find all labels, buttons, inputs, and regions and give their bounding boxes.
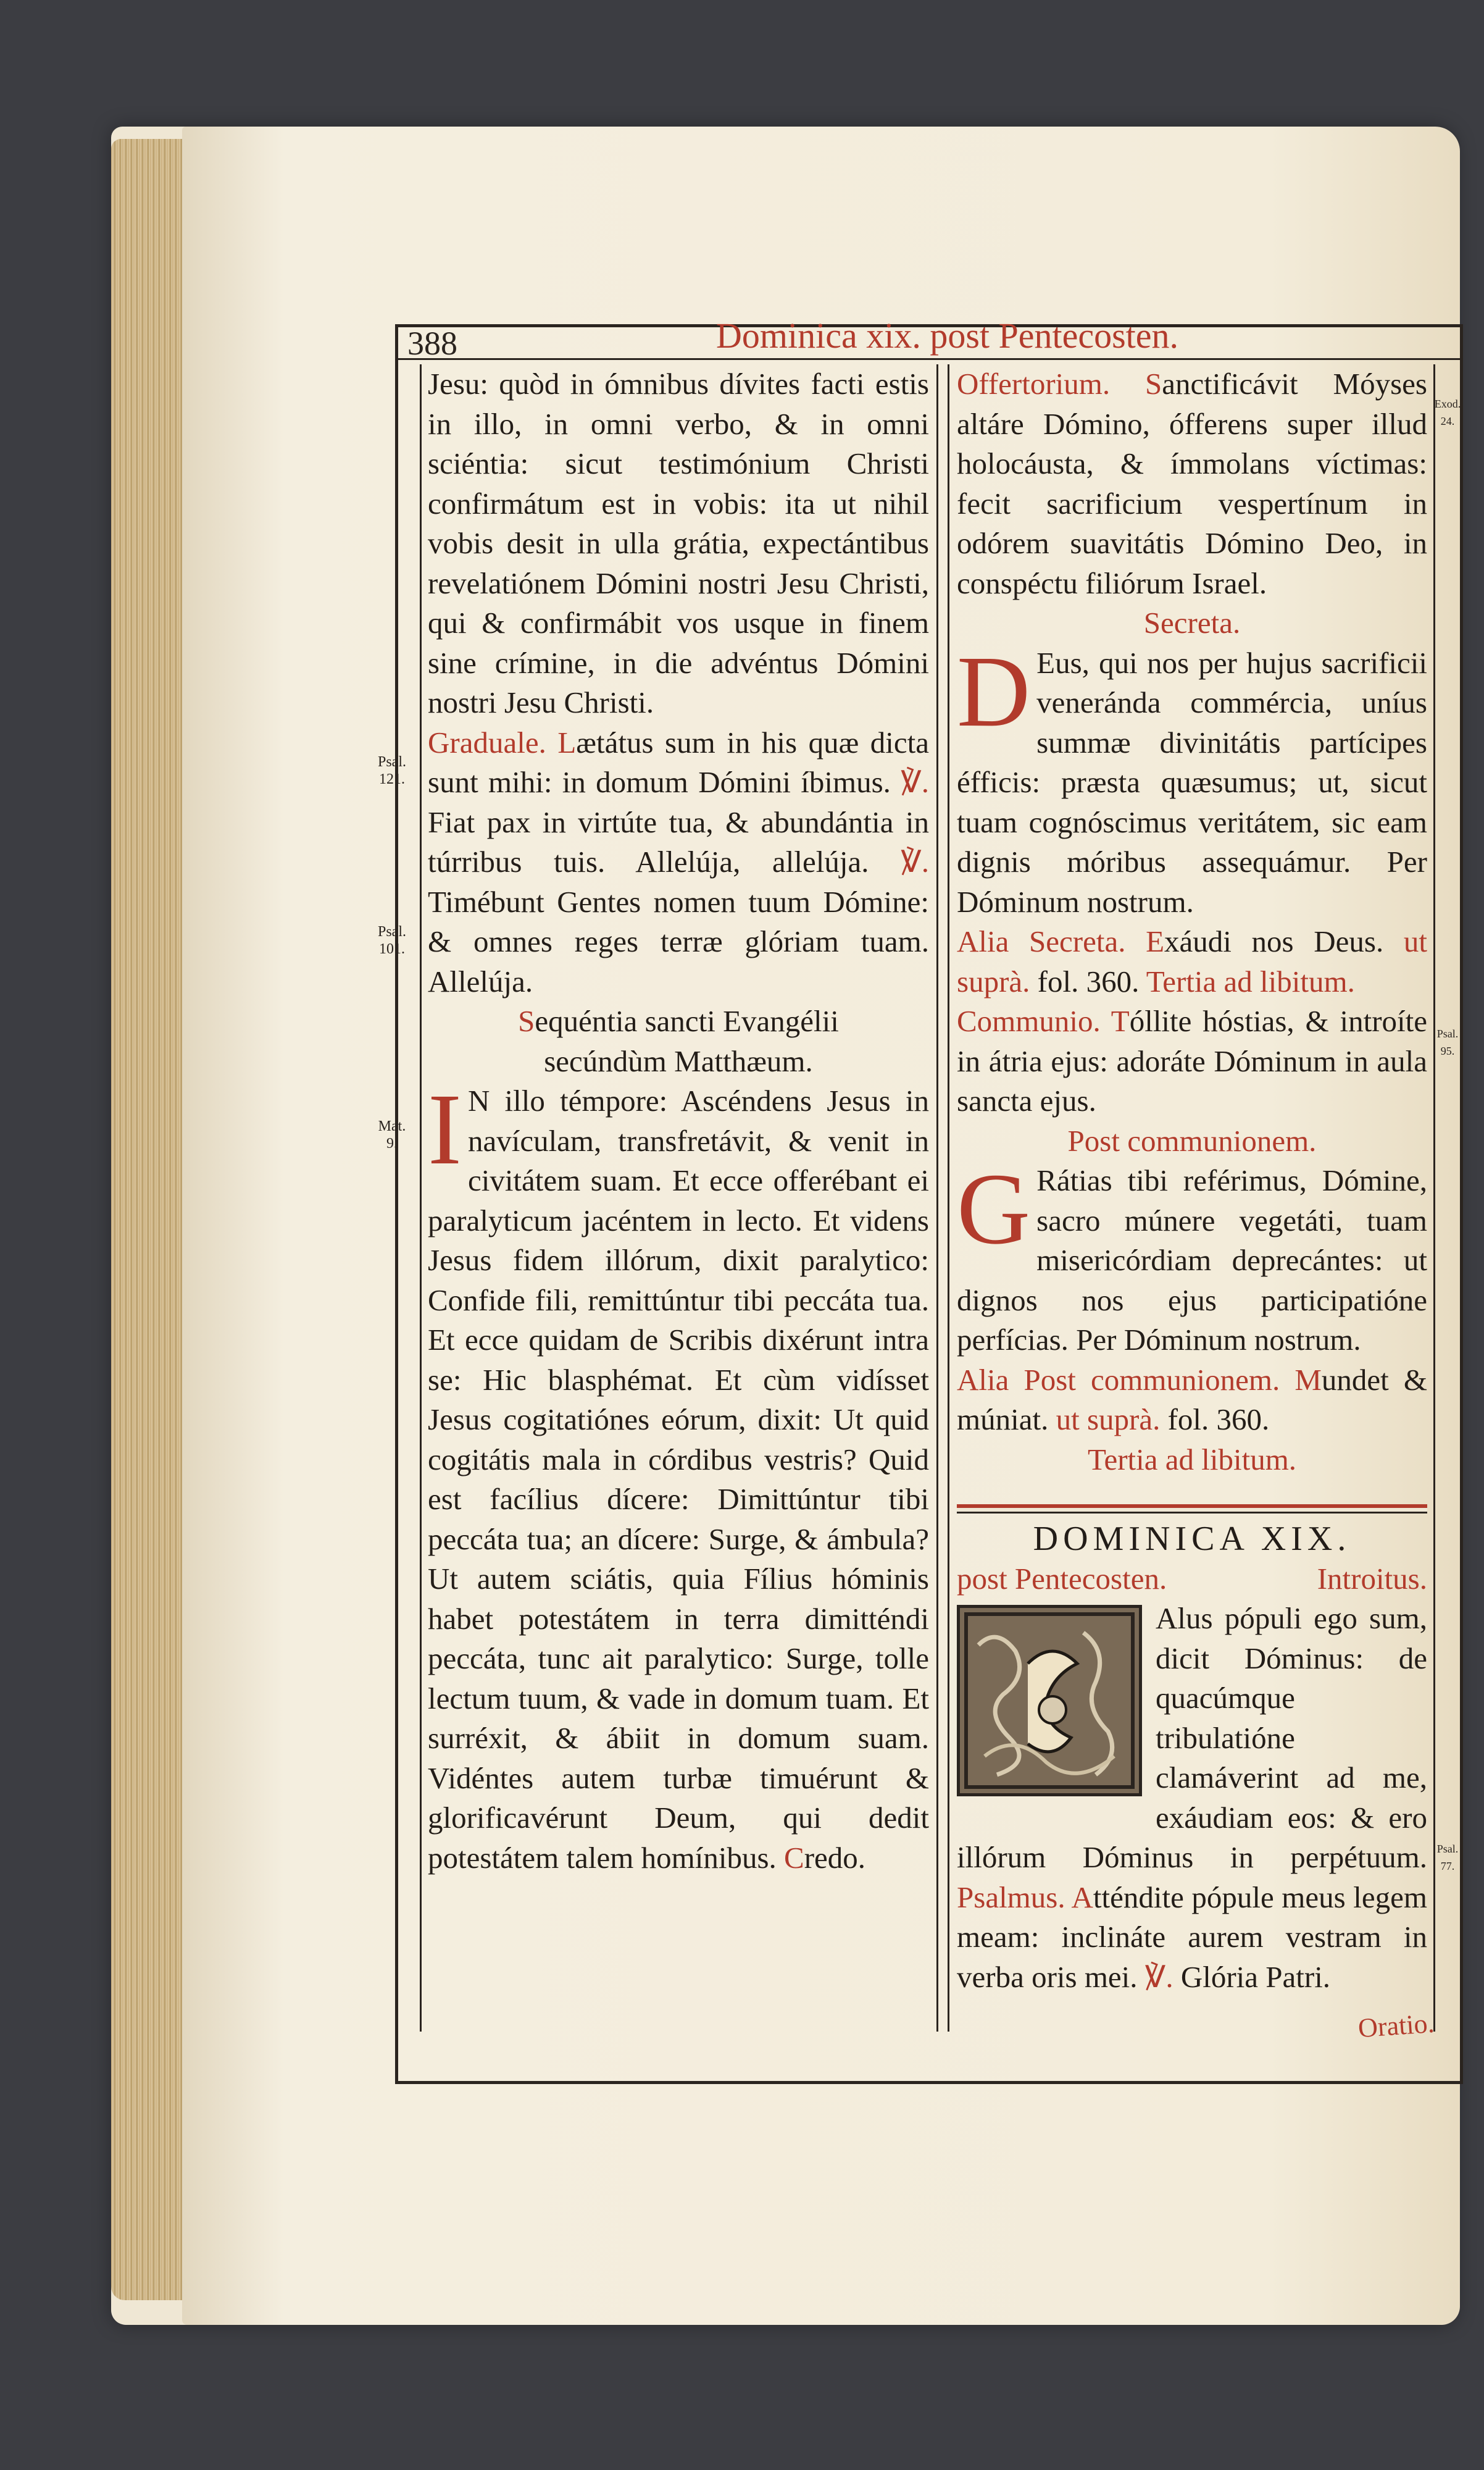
versicle-symbol: ℣.	[901, 765, 929, 799]
dominica-subtitle	[957, 1559, 1427, 1599]
psalmus-text: tténdite pópule meus legem meam: inclináte aurem vestram in verba oris mei.	[957, 1880, 1427, 1994]
margin-note-psal-77: Psal. 77.	[1436, 1843, 1459, 1872]
offertorium-text: anctificávit Móyses altáre Dómino, ófferens super illud holocáusta, & ímmolans víctimas: fecit sacrificium vespertínum in odórem suavitátis Dómino Deo, in conspéctu filiórum Israel.	[957, 367, 1427, 600]
woodcut-s-icon	[960, 1608, 1139, 1793]
epistle-ending: Jesu: quòd in ómnibus dívites facti estis in illo, in omni verbo, & in omni sciéntia: sicut testimónium Christi confirmátum est in vobis: ita ut nihil vobis desit in ulla grátia, expectántibus revelatiónem Dómini nostri Jesu Christi, qui & confirmábit vos usque in finem sine crímine, in die advéntus Dómini nostri Jesu Christi.	[428, 367, 929, 719]
graduale-label: Graduale.	[428, 725, 546, 760]
gloria-patri: Glória Patri.	[1180, 1959, 1331, 1994]
versicle-symbol-2: ℣.	[901, 845, 930, 879]
introitus	[957, 1599, 1427, 1997]
section-divider	[957, 1504, 1427, 1508]
secreta-heading: Secreta.	[1143, 606, 1241, 640]
right-column	[948, 364, 1435, 2032]
postcom-dropcap: G	[957, 1152, 1031, 1265]
communio-label: Communio.	[957, 1004, 1101, 1038]
header-rule	[395, 358, 1463, 360]
sequentia-heading	[428, 1002, 929, 1042]
alia-postcom-label: Alia Post communionem.	[957, 1362, 1280, 1397]
sequentia-rest: equéntia sancti Evangélii	[535, 1004, 839, 1038]
psalmus-label: Psalmus.	[957, 1880, 1065, 1914]
offertorium-initial: S	[1145, 367, 1162, 401]
running-head: Dominica xix. post Pentecosten.	[716, 316, 1179, 356]
tertia-ad-libitum: Tertia ad libitum.	[1146, 964, 1355, 998]
dominica-title: DOMINICA XIX.	[1033, 1520, 1351, 1558]
left-column	[420, 364, 938, 2032]
folio-number: 388	[407, 325, 457, 362]
post-communionem	[957, 1152, 1427, 1360]
margin-note-mat-9: Mat. 9.	[378, 1118, 406, 1152]
page-edges	[111, 139, 185, 2300]
gospel-dropcap: I	[428, 1073, 462, 1186]
offertorium	[957, 364, 1427, 603]
post-pentecosten: post Pentecosten.	[957, 1561, 1167, 1596]
introitus-label: Introitus.	[1317, 1561, 1427, 1596]
alia-secreta	[957, 922, 1427, 1002]
fol-ref: fol. 360.	[1037, 964, 1140, 998]
margin-note-exod-24: Exod. 24.	[1434, 398, 1461, 427]
alleluia-verse: Timébunt Gentes nomen tuum Dómine: & omnes reges terræ glóriam tuam. Allelúja.	[428, 884, 929, 998]
alia-postcom-text: undet & múniat.	[957, 1362, 1427, 1436]
sequentia-line-2: secúndùm Matthæum.	[544, 1044, 813, 1078]
alia-post-communionem	[957, 1360, 1427, 1440]
communio	[957, 1002, 1427, 1121]
ut-supra-2: ut suprà.	[1056, 1402, 1161, 1436]
graduale-text: ætátus sum in his quæ dicta sunt mihi: in domum Dómini íbimus.	[428, 725, 930, 799]
alia-secreta-initial: E	[1146, 924, 1165, 958]
offertorium-label: Offertorium.	[957, 367, 1111, 401]
alleluia-label: Allelúja, allelúja.	[635, 845, 869, 879]
tertia-ad-libitum-2: Tertia ad libitum.	[1087, 1442, 1297, 1476]
gospel	[428, 1073, 929, 1878]
sequentia-initial: S	[518, 1004, 535, 1038]
alia-postcom-initial: M	[1294, 1362, 1322, 1397]
ut-supra: ut suprà.	[957, 924, 1428, 998]
communio-initial: T	[1111, 1004, 1130, 1038]
alia-secreta-text: xáudi nos Deus.	[1164, 924, 1384, 958]
introitus-text: Alus pópuli ego sum, dicit Dóminus: de quacúmque tribulatióne clamáverint ad me, exáudiam eos: & ero illórum Dóminus in perpétuum.	[957, 1601, 1427, 1874]
margin-note-psal-121: Psal. 121.	[377, 754, 406, 787]
graduale-initial: L	[557, 725, 577, 760]
secreta-text: Eus, qui nos per hujus sacrificii veneránda commércia, uníus summæ divinitátis partícipes éfficis: præsta quæsumus; ut, sicut tuam cognóscimus veritátem, sic eam dignis móribus assequámur. Per Dóminum nostrum.	[957, 645, 1427, 919]
credo-rest: redo.	[804, 1840, 866, 1875]
credo-initial: C	[784, 1840, 804, 1875]
margin-note-psal-95: Psal. 95.	[1436, 1028, 1459, 1057]
gospel-text: N illo témpore: Ascéndens Jesus in navículam, transfretávit, & venit in civitátem suam. Et ecce offerébant ei paralyticum jacéntem in lecto. Et videns Jesus fidem illórum, dixit paralytico: Confide fili, remittúntur tibi peccáta tua. Et ecce quidam de Scribis dixérunt intra se: Hic blasphémat. Et cùm vidísset Jesus cogitatiónes eórum, dixit: Ut quid cogitátis mala in córdibus vestris? Quid est facílius dícere: Dimittúntur tibi peccáta tua; an dícere: Surge, & ámbula? Ut autem sciátis, quia Fílius hóminis habet potestátem in terra dimitténdi peccáta, tunc ait paralytico: Surge, tolle lectum tuum, & vade in domum tuam. Et surréxit, & ábiit in domum suam. Vidéntes autem turbæ timuérunt & glorificavérunt Deum, qui dedit potestátem talem homínibus.	[428, 1084, 929, 1875]
versicle-symbol-3: ℣.	[1144, 1959, 1173, 1994]
secreta-dropcap: D	[957, 634, 1031, 748]
psalmus-initial: A	[1071, 1880, 1093, 1914]
fol-ref-2: fol. 360.	[1167, 1402, 1270, 1436]
woodcut-initial-s-image	[957, 1605, 1142, 1796]
post-communionem-heading: Post communionem.	[1067, 1123, 1317, 1158]
margin-note-psal-101: Psal. 101.	[377, 924, 406, 957]
catchword: Oratio.	[1357, 2007, 1435, 2044]
communio-text: óllite hóstias, & introíte in átria ejus: adoráte Dóminum in aula sancta ejus.	[957, 1004, 1427, 1118]
secreta	[957, 634, 1427, 923]
graduale-verse: Fiat pax in virtúte tua, & abundántia in túrribus tuis.	[428, 805, 929, 879]
graduale	[428, 723, 929, 1002]
postcom-text: Rátias tibi reférimus, Dómine, sacro múnere vegetáti, tuam misericórdiam deprecántes: ut dignos nos ejus participatióne perfícias. Per Dóminum nostrum.	[957, 1163, 1427, 1357]
alia-secreta-label: Alia Secreta.	[957, 924, 1126, 958]
